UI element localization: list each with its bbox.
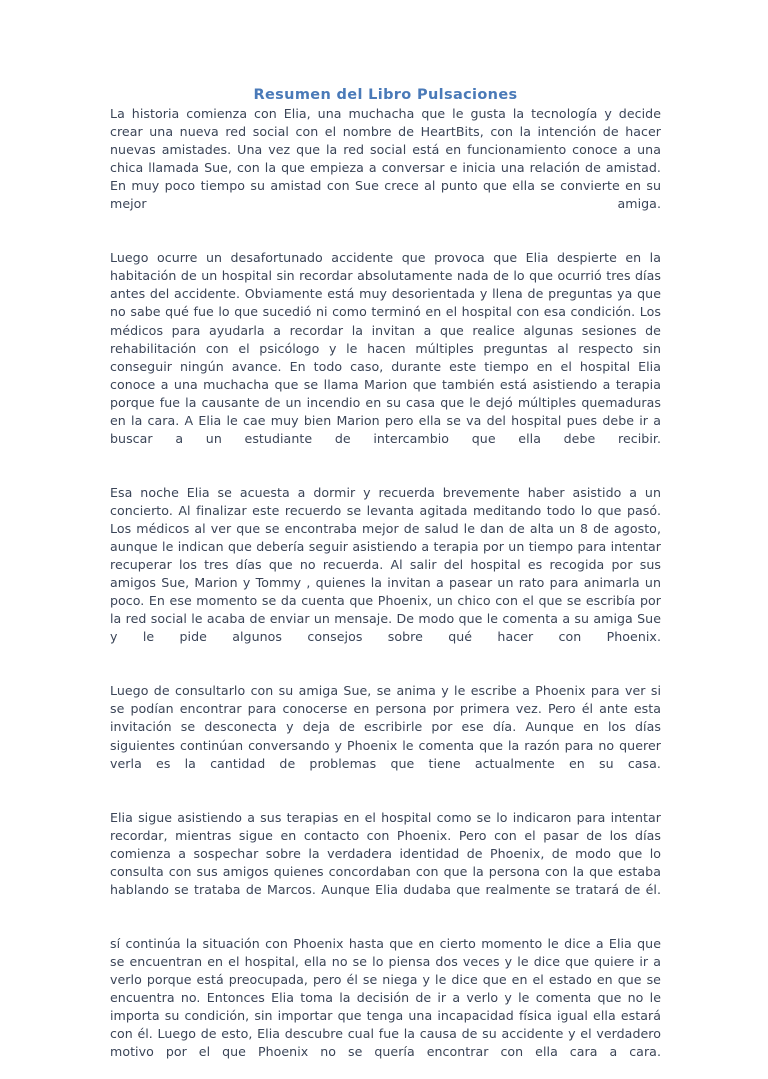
document-body [110, 86, 661, 1079]
paragraph-6: sí continúa la situación con Phoenix hasta que en cierto momento le dice a Elia que se encuentran en el hospital, ella no se lo piensa dos veces y le dice que quiere ir a verlo porque está preocupada, pero él se niega y le dice que en el estado en que se encuentra no. Entonces Elia toma la decisión de ir a verlo y le comenta que no le importa su condición, sin importar que tenga una incapacidad física igual ella estará con él. Luego de esto, Elia descubre cual fue la causa de su accidente y el verdadero motivo por el que Phoenix no se quería encontrar con ella cara a cara. [110, 935, 661, 1060]
page-title: Resumen del Libro Pulsaciones [253, 87, 518, 103]
paragraph-2: Luego ocurre un desafortunado accidente que provoca que Elia despierte en la habitación de un hospital sin recordar absolutamente nada de lo que ocurrió tres días antes del accidente. Obviamente está muy desorientada y llena de preguntas ya que no sabe qué fue lo que sucedió ni como terminó en el hospital con esa condición. Los médicos para ayudarla a recordar la invitan a que realice algunas sesiones de rehabilitación con el psicólogo y le hacen múltiples preguntas al respecto sin conseguir ningún avance. En todo caso, durante este tiempo en el hospital Elia conoce a una muchacha que se llama Marion que también está asistiendo a terapia porque fue la causante de un incendio en su casa que le dejó múltiples quemaduras en la cara. A Elia le cae muy bien Marion pero ella se va del hospital pues debe ir a buscar a un estudiante de intercambio que ella debe recibir. [110, 250, 661, 446]
paragraph-3: Esa noche Elia se acuesta a dormir y recuerda brevemente haber asistido a un concierto. Al finalizar este recuerdo se levanta agitada meditando todo lo que pasó. Los médicos al ver que se encontraba mejor de salud le dan de alta un 8 de agosto, aunque le indican que debería seguir asistiendo a terapia por un tiempo para intentar recuperar los tres días que no recuerda. Al salir del hospital es recogida por sus amigos Sue, Marion y Tommy , quienes la invitan a pasear un rato para animarla un poco. En ese momento se da cuenta que Phoenix, un chico con el que se escribía por la red social le acaba de enviar un mensaje. De modo que le comenta a su amiga Sue y le pide algunos consejos sobre qué hacer con Phoenix. [110, 484, 661, 645]
paragraph-4: Luego de consultarlo con su amiga Sue, se anima y le escribe a Phoenix para ver si se podían encontrar para conocerse en persona por primera vez. Pero él ante esta invitación se desconecta y deja de escribirle por ese día. Aunque en los días siguientes continúan conversando y Phoenix le comenta que la razón para no querer verla es la cantidad de problemas que tiene actualmente en su casa. [110, 683, 661, 771]
paragraph-1: La historia comienza con Elia, una muchacha que le gusta la tecnología y decide crear una nueva red social con el nombre de HeartBits, con la intención de hacer nuevas amistades. Una vez que la red social está en funcionamiento conoce a una chica llamada Sue, con la que empieza a conversar e inicia una relación de amistad. En muy poco tiempo su amistad con Sue crece al punto que ella se convierte en su mejor amiga. [110, 106, 661, 212]
paragraph-5: Elia sigue asistiendo a sus terapias en el hospital como se lo indicaron para intentar recordar, mientras sigue en contacto con Phoenix. Pero con el pasar de los días comienza a sospechar sobre la verdadera identidad de Phoenix, de modo que lo consulta con sus amigos quienes concordaban con que la persona con la que estaba hablando se trataba de Marcos. Aunque Elia dudaba que realmente se tratará de él. [110, 809, 661, 897]
